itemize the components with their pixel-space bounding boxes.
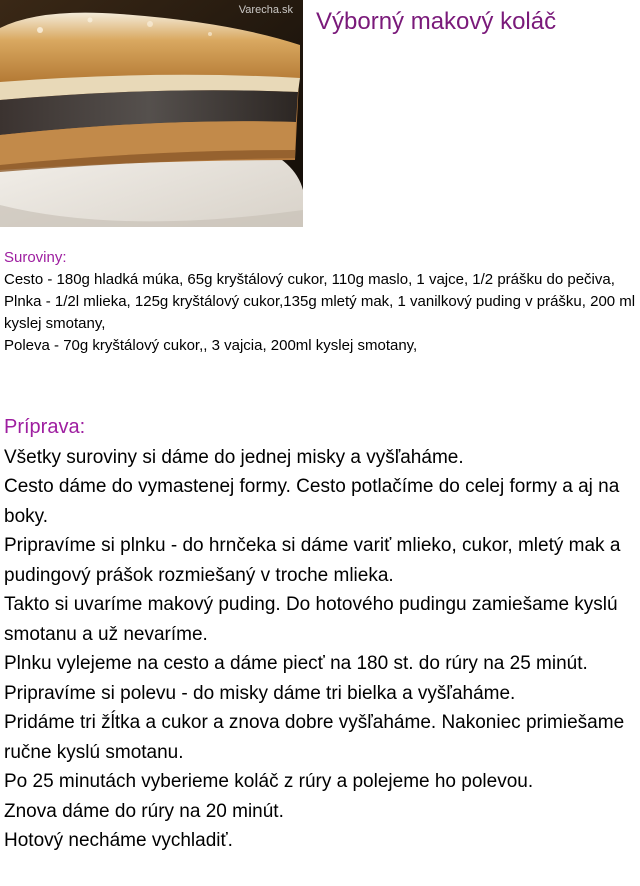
preparation-step: Hotový necháme vychladiť. (4, 830, 233, 851)
preparation-step: Znova dáme do rúry na 20 minút. (4, 800, 284, 822)
preparation-step: Po 25 minutách vyberieme koláč z rúry a polejeme ho polevou. (4, 771, 534, 792)
preparation-step: Pripravíme si plnku - do hrnčeka si dáme variť mlieko, cukor, mletý mak a pudingový prášok rozmiešaný v troche mlieka. (4, 535, 621, 586)
preparation-heading: Príprava: (4, 416, 86, 438)
preparation-step: Pripravíme si polevu - do misky dáme tri bielka a vyšľaháme. (4, 682, 516, 704)
ingredients-heading: Suroviny: (4, 249, 67, 266)
cake-photo (0, 0, 303, 227)
preparation-section (4, 413, 638, 856)
poppy-seed-cake-image (0, 0, 303, 227)
ingredient-line-poleva: Poleva - 70g kryštálový cukor,, 3 vajcia, 200ml kyslej smotany, (4, 337, 418, 354)
ingredients-section (4, 247, 638, 357)
recipe-title: Výborný makový koláč (316, 8, 557, 35)
preparation-step: Všetky suroviny si dáme do jednej misky a vyšľaháme. (4, 446, 464, 468)
preparation-step: Cesto dáme do vymastenej formy. Cesto potlačíme do celej formy a aj na boky. (4, 476, 620, 527)
preparation-step: Plnku vylejeme na cesto a dáme piecť na 180 st. do rúry na 25 minút. (4, 653, 588, 674)
ingredient-line-plnka: Plnka - 1/2l mlieka, 125g kryštálový cukor,135g mletý mak, 1 vanilkový puding v prášku, 200 ml kyslej smotany, (4, 293, 636, 332)
ingredient-line-cesto: Cesto - 180g hladká múka, 65g kryštálový cukor, 110g maslo, 1 vajce, 1/2 prášku do pečiva, (4, 271, 615, 288)
photo-watermark: Varecha.sk (238, 4, 293, 16)
preparation-step: Pridáme tri žĺtka a cukor a znova dobre vyšľaháme. Nakoniec primiešame ručne kyslú smotanu. (4, 712, 625, 763)
preparation-step: Takto si uvaríme makový puding. Do hotového pudingu zamiešame kyslú smotanu a už nevaríme. (4, 594, 618, 645)
